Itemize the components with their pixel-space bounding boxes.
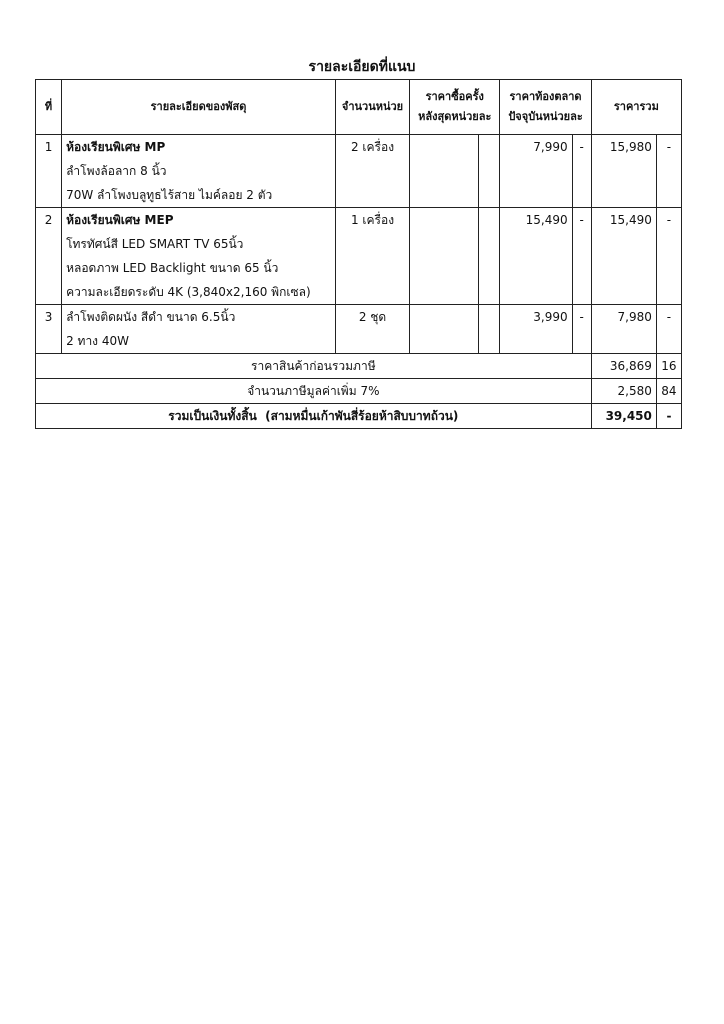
vat-row [36, 379, 682, 404]
grand-total-row [36, 404, 682, 429]
item-line: โทรทัศน์สี LED SMART TV 65นิ้ว [66, 237, 244, 251]
header-market-line2: ปัจจุบันหน่วยละ [508, 110, 583, 123]
table-header-row [36, 80, 682, 135]
item-last-purchase [410, 305, 479, 354]
item-market-satang: - [572, 208, 591, 305]
subtotal-satang: 16 [656, 354, 681, 379]
table-row [36, 208, 682, 305]
item-market-satang: - [572, 305, 591, 354]
vat-value: 2,580 [591, 379, 656, 404]
item-market-price: 15,490 [500, 208, 572, 305]
item-line: ลำโพงติดผนัง สีดำ ขนาด 6.5นิ้ว [66, 310, 236, 324]
item-market-price: 3,990 [500, 305, 572, 354]
item-quantity: 2 ชุด [335, 305, 409, 354]
item-last-purchase-satang [479, 135, 500, 208]
header-market-line1: ราคาท้องตลาด [509, 90, 582, 103]
item-no: 2 [36, 208, 62, 305]
item-line: ลำโพงล้อลาก 8 นิ้ว [66, 164, 167, 178]
item-market-satang: - [572, 135, 591, 208]
document-title: รายละเอียดที่แนบ [308, 59, 416, 75]
item-total-satang: - [656, 305, 681, 354]
table-row [36, 305, 682, 354]
item-heading: ห้องเรียนพิเศษ MP [66, 140, 166, 154]
header-quantity: จำนวนหน่วย [335, 80, 409, 135]
items-table [35, 79, 682, 429]
header-market-price [500, 80, 591, 135]
item-description [62, 208, 336, 305]
subtotal-value: 36,869 [591, 354, 656, 379]
grand-total-label: รวมเป็นเงินทั้งสิ้น (สามหมื่นเก้าพันสี่ร้อยห้าสิบบาทถ้วน) [36, 404, 592, 429]
grand-total-value: 39,450 [591, 404, 656, 429]
vat-label: จำนวนภาษีมูลค่าเพิ่ม 7% [36, 379, 592, 404]
vat-satang: 84 [656, 379, 681, 404]
item-no: 3 [36, 305, 62, 354]
item-last-purchase [410, 135, 479, 208]
header-last-purchase-line1: ราคาซื้อครั้ง [425, 90, 484, 103]
subtotal-label: ราคาสินค้าก่อนรวมภาษี [36, 354, 592, 379]
item-description [62, 135, 336, 208]
item-heading: ห้องเรียนพิเศษ MEP [66, 213, 174, 227]
item-last-purchase [410, 208, 479, 305]
header-no: ที่ [36, 80, 62, 135]
item-total: 15,980 [591, 135, 656, 208]
subtotal-row [36, 354, 682, 379]
grand-total-satang: - [656, 404, 681, 429]
header-last-purchase [410, 80, 500, 135]
item-line: 2 ทาง 40W [66, 334, 129, 348]
table-row [36, 135, 682, 208]
item-last-purchase-satang [479, 305, 500, 354]
item-total-satang: - [656, 208, 681, 305]
item-last-purchase-satang [479, 208, 500, 305]
item-quantity: 2 เครื่อง [335, 135, 409, 208]
item-line: หลอดภาพ LED Backlight ขนาด 65 นิ้ว [66, 261, 279, 275]
item-market-price: 7,990 [500, 135, 572, 208]
header-last-purchase-line2: หลังสุดหน่วยละ [418, 110, 492, 123]
header-total: ราคารวม [591, 80, 681, 135]
item-total: 7,980 [591, 305, 656, 354]
header-description: รายละเอียดของพัสดุ [62, 80, 336, 135]
item-total: 15,490 [591, 208, 656, 305]
item-description [62, 305, 336, 354]
item-no: 1 [36, 135, 62, 208]
item-total-satang: - [656, 135, 681, 208]
item-line: ความละเอียดระดับ 4K (3,840x2,160 พิกเซล) [66, 285, 311, 299]
item-quantity: 1 เครื่อง [335, 208, 409, 305]
item-line: 70W ลำโพงบลูทูธไร้สาย ไมค์ลอย 2 ตัว [66, 188, 273, 202]
